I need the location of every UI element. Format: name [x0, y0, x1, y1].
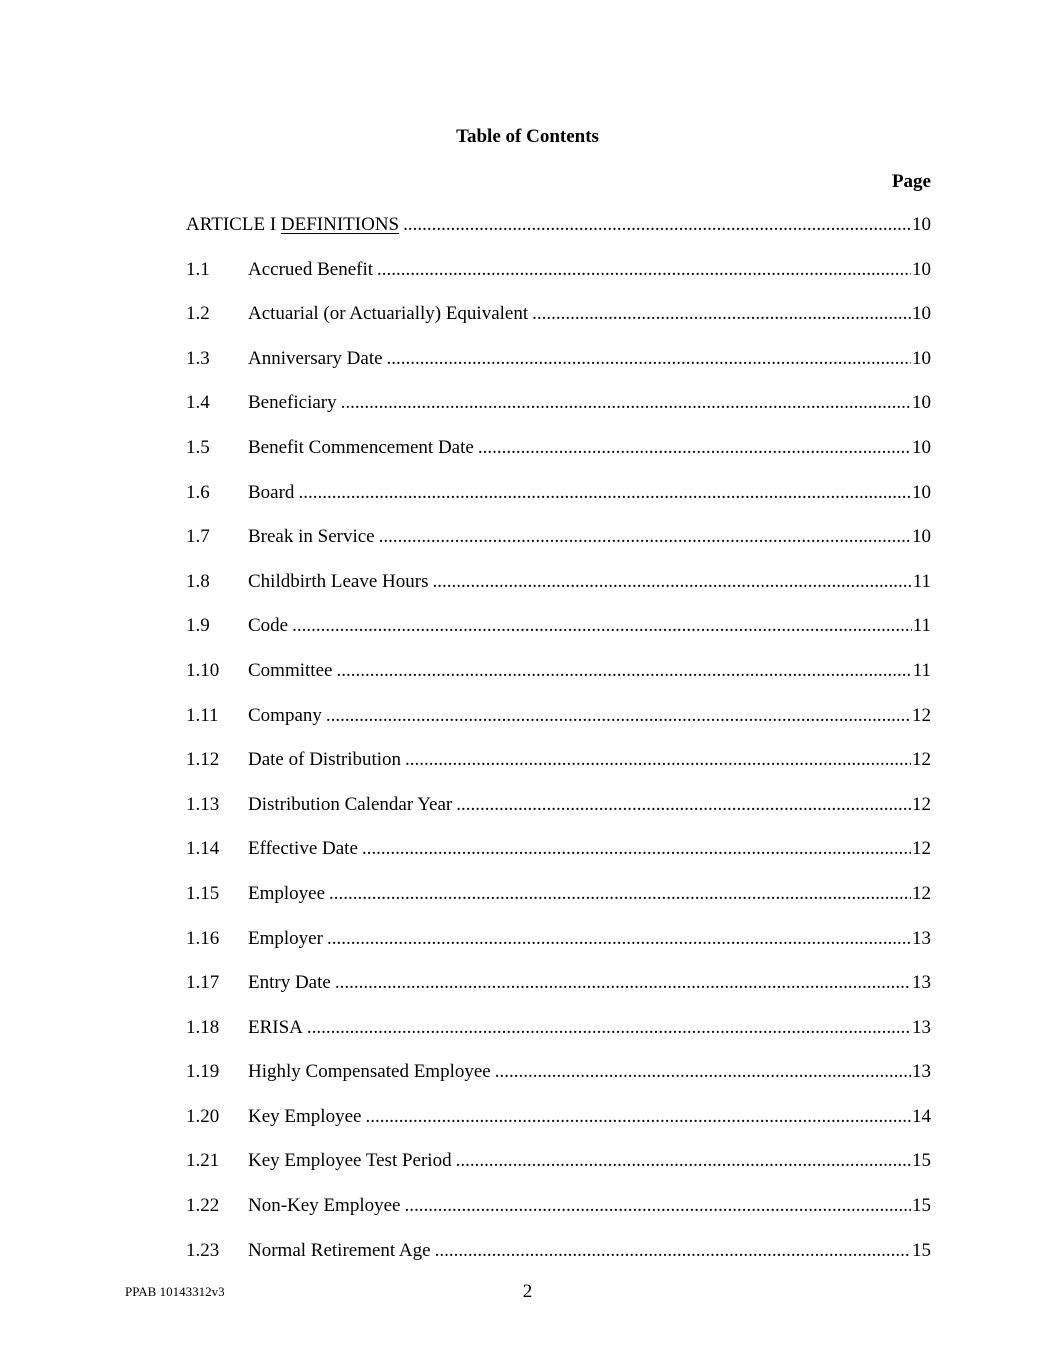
- entry-number: 1.13: [186, 793, 220, 815]
- entry-number: 1.20: [186, 1105, 220, 1127]
- entry-label: Key Employee: [248, 1105, 362, 1127]
- dot-leader: [329, 881, 911, 907]
- dot-leader: [298, 480, 911, 506]
- entry-number: 1.6: [186, 481, 210, 503]
- entry-number: 1.12: [186, 749, 220, 771]
- toc-entry-row[interactable]: [186, 390, 931, 435]
- entry-page-number: 13: [912, 1061, 931, 1083]
- dot-leader: [478, 435, 911, 461]
- entry-page-number: 15: [912, 1150, 931, 1172]
- toc-entry-row[interactable]: [186, 747, 931, 792]
- entry-page-number: 15: [912, 1239, 931, 1261]
- toc-article-row[interactable]: [186, 212, 931, 257]
- entry-number: 1.23: [186, 1239, 220, 1261]
- entry-label: Non-Key Employee: [248, 1195, 401, 1217]
- entry-number: 1.3: [186, 347, 210, 369]
- dot-leader: [327, 926, 911, 952]
- entry-label: Employer: [248, 927, 323, 949]
- entry-label: Code: [248, 615, 289, 637]
- entry-page-number: 12: [912, 793, 931, 815]
- entry-page-number: 14: [912, 1105, 931, 1127]
- entry-label: Beneficiary: [248, 392, 337, 414]
- entry-page-number: 11: [912, 615, 931, 637]
- entry-number: 1.8: [186, 570, 210, 592]
- entry-page-number: 10: [912, 481, 931, 503]
- entry-page-number: 13: [912, 927, 931, 949]
- toc-entry-row[interactable]: [186, 613, 931, 658]
- dot-leader: [387, 346, 911, 372]
- entry-label: Distribution Calendar Year: [248, 793, 453, 815]
- dot-leader: [379, 524, 911, 550]
- dot-leader: [404, 1193, 911, 1219]
- entry-label: Actuarial (or Actuarially) Equivalent: [248, 303, 529, 325]
- toc-title: Table of Contents: [456, 126, 599, 147]
- page-column-header: Page: [891, 171, 931, 192]
- entry-number: 1.14: [186, 838, 220, 860]
- footer-page-number: 2: [522, 1281, 533, 1302]
- toc-entry-row[interactable]: [186, 1015, 931, 1060]
- toc-entry-row[interactable]: [186, 703, 931, 748]
- toc-entry-row[interactable]: [186, 346, 931, 391]
- dot-leader: [435, 1238, 911, 1264]
- entry-number: 1.1: [186, 258, 210, 280]
- toc-entry-row[interactable]: [186, 435, 931, 480]
- entry-page-number: 12: [912, 749, 931, 771]
- toc-entry-row[interactable]: [186, 1104, 931, 1149]
- entry-page-number: 15: [912, 1195, 931, 1217]
- entry-number: 1.7: [186, 526, 210, 548]
- toc-entry-row[interactable]: [186, 836, 931, 881]
- dot-leader: [403, 212, 911, 238]
- entry-page-number: 10: [912, 436, 931, 458]
- toc-entry-row[interactable]: [186, 970, 931, 1015]
- entry-number: 1.11: [186, 704, 219, 726]
- entry-number: 1.16: [186, 927, 220, 949]
- toc-entry-row[interactable]: [186, 301, 931, 346]
- entry-page-number: 10: [912, 526, 931, 548]
- dot-leader: [456, 1148, 911, 1174]
- entry-label: Childbirth Leave Hours: [248, 570, 429, 592]
- entry-label: Board: [248, 481, 295, 503]
- dot-leader: [326, 703, 911, 729]
- toc-entries: [186, 257, 931, 1283]
- entry-label: Entry Date: [248, 972, 331, 994]
- entry-page-number: 10: [912, 258, 931, 280]
- article-prefix: ARTICLE I: [186, 214, 277, 235]
- footer-doc-id: PPAB 10143312v3: [125, 1284, 225, 1299]
- entry-number: 1.17: [186, 972, 220, 994]
- article-title-link[interactable]: DEFINITIONS: [280, 214, 400, 235]
- entry-page-number: 10: [912, 392, 931, 414]
- toc-entry-row[interactable]: [186, 257, 931, 302]
- entry-label: Effective Date: [248, 838, 358, 860]
- entry-number: 1.15: [186, 882, 220, 904]
- dot-leader: [405, 747, 911, 773]
- entry-number: 1.21: [186, 1150, 220, 1172]
- toc-entry-row[interactable]: [186, 1193, 931, 1238]
- dot-leader: [456, 792, 911, 818]
- entry-number: 1.9: [186, 615, 210, 637]
- dot-leader: [341, 390, 911, 416]
- dot-leader: [495, 1059, 911, 1085]
- toc-entry-row[interactable]: [186, 881, 931, 926]
- entry-label: Accrued Benefit: [248, 258, 374, 280]
- entry-label: Benefit Commencement Date: [248, 436, 474, 458]
- entry-page-number: 11: [912, 570, 931, 592]
- entry-label: Normal Retirement Age: [248, 1239, 431, 1261]
- article-page-number: 10: [912, 214, 931, 235]
- dot-leader: [292, 613, 912, 639]
- dot-leader: [336, 658, 911, 684]
- toc-entry-row[interactable]: [186, 1059, 931, 1104]
- entry-number: 1.10: [186, 659, 220, 681]
- toc-entry-row[interactable]: [186, 658, 931, 703]
- entry-page-number: 11: [912, 659, 931, 681]
- entry-number: 1.4: [186, 392, 210, 414]
- dot-leader: [532, 301, 911, 327]
- entry-number: 1.5: [186, 436, 210, 458]
- entry-number: 1.18: [186, 1016, 220, 1038]
- toc-entry-row[interactable]: [186, 792, 931, 837]
- entry-page-number: 10: [912, 303, 931, 325]
- dot-leader: [377, 257, 911, 283]
- toc-entry-row[interactable]: [186, 569, 931, 614]
- entry-page-number: 12: [912, 704, 931, 726]
- entry-page-number: 13: [912, 972, 931, 994]
- toc-entry-row[interactable]: [186, 1238, 931, 1283]
- toc-list: [186, 212, 931, 1282]
- dot-leader: [307, 1015, 911, 1041]
- entry-number: 1.19: [186, 1061, 220, 1083]
- dot-leader: [362, 836, 911, 862]
- entry-page-number: 10: [912, 347, 931, 369]
- toc-entry-row[interactable]: [186, 524, 931, 569]
- entry-label: Committee: [248, 659, 333, 681]
- dot-leader: [432, 569, 911, 595]
- toc-entry-row[interactable]: [186, 926, 931, 971]
- entry-page-number: 12: [912, 882, 931, 904]
- entry-label: Anniversary Date: [248, 347, 383, 369]
- entry-label: Highly Compensated Employee: [248, 1061, 491, 1083]
- entry-label: Break in Service: [248, 526, 375, 548]
- entry-number: 1.22: [186, 1195, 220, 1217]
- toc-entry-row[interactable]: [186, 480, 931, 525]
- entry-number: 1.2: [186, 303, 210, 325]
- dot-leader: [365, 1104, 911, 1130]
- entry-label: Key Employee Test Period: [248, 1150, 452, 1172]
- entry-label: ERISA: [248, 1016, 303, 1038]
- entry-label: Date of Distribution: [248, 749, 402, 771]
- dot-leader: [335, 970, 911, 996]
- entry-page-number: 13: [912, 1016, 931, 1038]
- entry-label: Employee: [248, 882, 326, 904]
- entry-label: Company: [248, 704, 322, 726]
- entry-page-number: 12: [912, 838, 931, 860]
- toc-entry-row[interactable]: [186, 1148, 931, 1193]
